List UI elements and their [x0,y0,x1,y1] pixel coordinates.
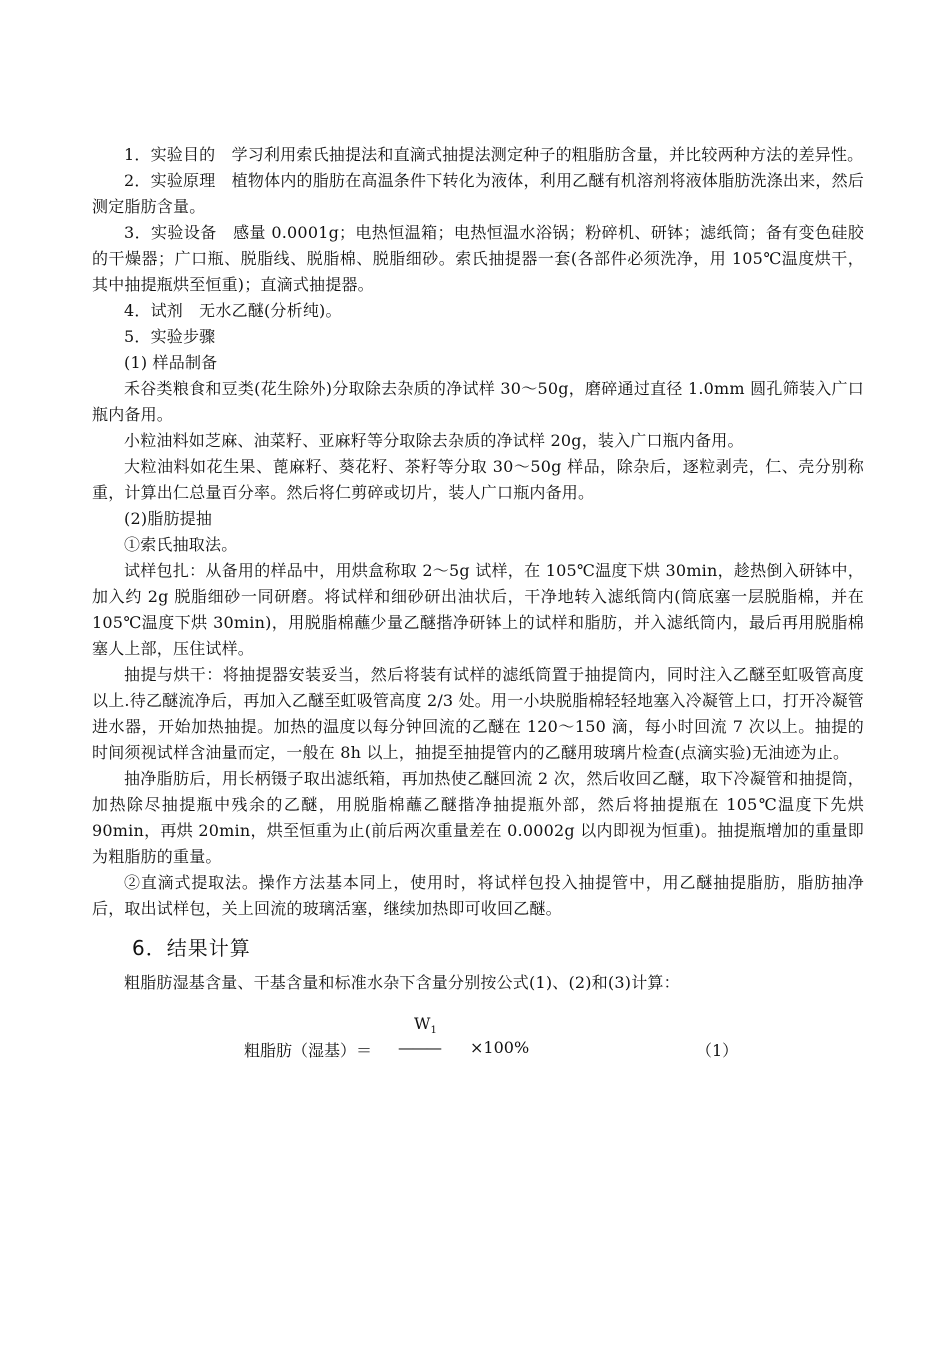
paragraph-sample-wrap: 试样包扎：从备用的样品中，用烘盒称取 2～5g 试样，在 105℃温度下烘 30min，趁热倒入研钵中，加入约 2g 脱脂细砂一同研磨。将试样和细砂研出油状后，干净地转入滤纸筒内(筒底塞一层脱脂棉，并在 105℃温度下烘 30min)，用脱脂棉蘸少量乙醚揩净研钵上的试样和脂肪，并入滤纸筒内，最后再用脱脂棉塞人上部，压住试样。 [92,561,864,658]
paragraph-principle: 2．实验原理 植物体内的脂肪在高温条件下转化为液体，利用乙醚有机溶剂将液体脂肪洗涤出来，然后测定脂肪含量。 [92,171,864,216]
paragraph-small-oilseed: 小粒油料如芝麻、油菜籽、亚麻籽等分取除去杂质的净试样 20g，装入广口瓶内备用。 [124,431,744,450]
paragraph-results-intro: 粗脂肪湿基含量、干基含量和标准水杂下含量分别按公式(1)、(2)和(3)计算： [124,973,680,992]
formula-fraction-bar: ——— [398,1038,440,1057]
paragraph-extract-dry: 抽提与烘干：将抽提器安装妥当，然后将装有试样的滤纸筒置于抽提筒内，同时注入乙醚至虹吸管高度以上.待乙醚流净后，再加入乙醚至虹吸管高度 2/3 处。用一小块脱脂棉轻轻地塞入冷凝管上口，打开冷凝管进水器，开始加热抽提。加热的温度以每分钟回流的乙醚在 120～150 滴，每小时回流 7 次以上。抽提的时间须视试样含油量而定，一般在 8h 以上，抽提至抽提管内的乙醚用玻璃片检查(点滴实验)无油迹为止。 [92,665,864,762]
paragraph-purpose: 1．实验目的 学习利用索氏抽提法和直滴式抽提法测定种子的粗脂肪含量，并比较两种方法的差异性。 [124,145,864,164]
paragraph-grain: 禾谷类粮食和豆类(花生除外)分取除去杂质的净试样 30～50g，磨碎通过直径 1.0mm 圆孔筛装入广口瓶内备用。 [92,379,864,424]
paragraph-equipment: 3．实验设备 感量 0.0001g；电热恒温箱；电热恒温水浴锅；粉碎机、研钵；滤纸筒；备有变色硅胶的干燥器；广口瓶、脱脂线、脱脂棉、脱脂细砂。索氏抽提器一套(各部件必须洗净，用 105℃温度烘干，其中抽提瓶烘至恒重)；直滴式抽提器。 [92,223,864,294]
paragraph-steps-heading: 5．实验步骤 [124,327,216,346]
paragraph-direct-drip: ②直滴式提取法。操作方法基本同上，使用时，将试样包投入抽提管中，用乙醚抽提脂肪，脂肪抽净后，取出试样包，关上回流的玻璃活塞，继续加热即可收回乙醚。 [92,873,864,918]
paragraph-soxhlet-heading: ①索氏抽取法。 [124,535,238,554]
section-heading-results: 6．结果计算 [132,936,251,960]
paragraph-large-oilseed: 大粒油料如花生果、蓖麻籽、葵花籽、茶籽等分取 30～50g 样品，除杂后，逐粒剥壳，仁、壳分别称重，计算出仁总量百分率。然后将仁剪碎或切片，装人广口瓶内备用。 [92,457,864,502]
paragraph-reagent: 4．试剂 无水乙醚(分析纯)。 [124,301,342,320]
formula-number: （1） [696,1041,739,1060]
formula-factor: ×100% [470,1038,530,1057]
paragraph-sample-prep-heading: (1) 样品制备 [124,353,218,372]
formula-1 [92,1014,864,1078]
formula-lhs: 粗脂肪（湿基）＝ [244,1041,373,1060]
document-body [92,142,864,1078]
paragraph-after-extraction: 抽净脂肪后，用长柄镊子取出滤纸箱，再加热使乙醚回流 2 次，然后收回乙醚，取下冷凝管和抽提筒，加热除尽抽提瓶中残余的乙醚，用脱脂棉蘸乙醚揩净抽提瓶外部，然后将抽提瓶在 105℃温度下先烘 90min，再烘 20min，烘至恒重为止(前后两次重量差在 0.0002g 以内即视为恒重)。抽提瓶增加的重量即为粗脂肪的重量。 [92,769,864,866]
formula-numerator: $W_1$ [414,1014,437,1037]
paragraph-extraction-heading: (2)脂肪提抽 [124,509,213,528]
